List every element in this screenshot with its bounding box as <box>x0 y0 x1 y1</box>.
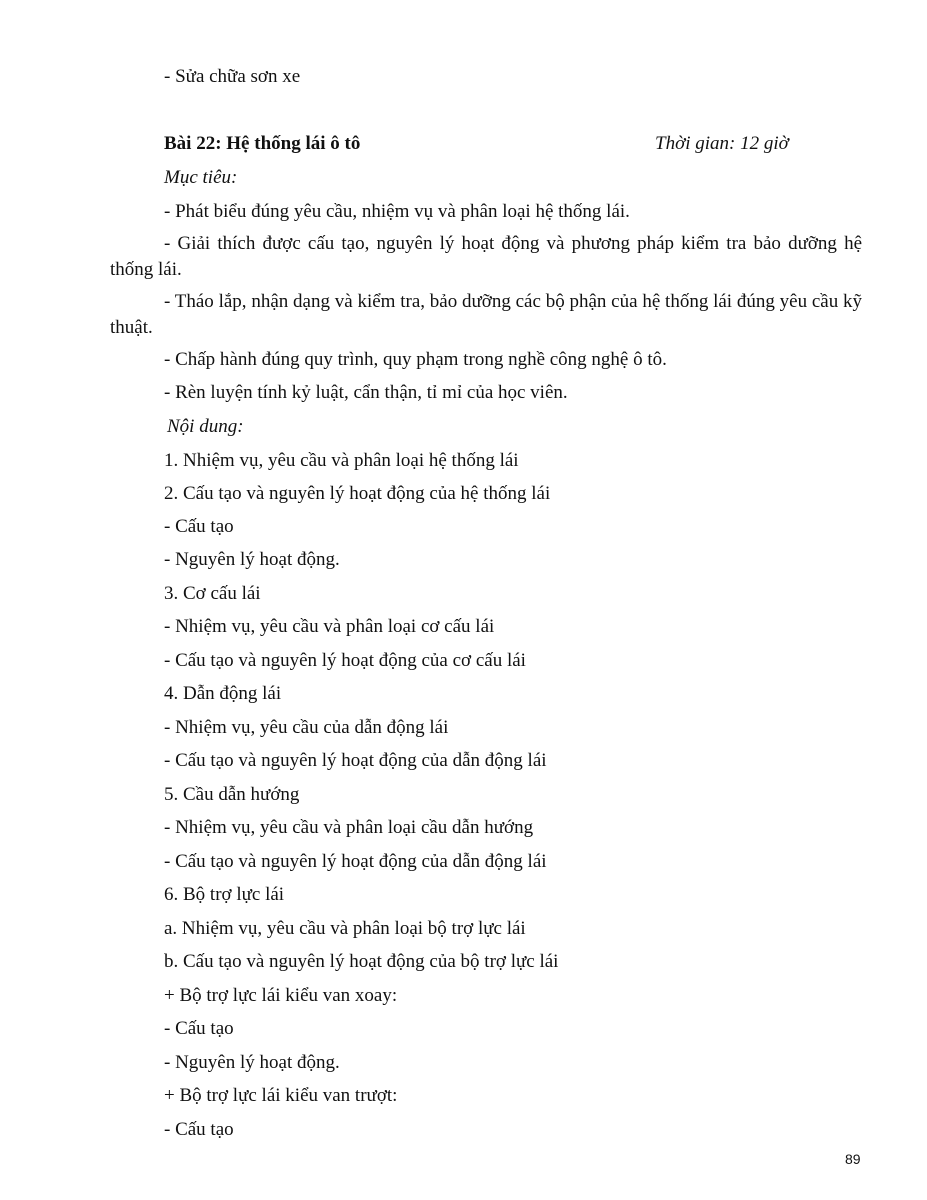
content-item: - Nhiệm vụ, yêu cầu của dẫn động lái <box>164 717 449 738</box>
objective-item: - Giải thích được cấu tạo, nguyên lý hoạt động và phương pháp kiểm tra bảo dưỡng hệ thống lái. <box>110 233 862 280</box>
objective-item: - Tháo lắp, nhận dạng và kiểm tra, bảo dưỡng các bộ phận của hệ thống lái đúng yêu cầu kỹ thuật. <box>110 291 862 338</box>
lesson-time: Thời gian: 12 giờ <box>655 133 789 154</box>
content-item: - Cấu tạo <box>164 1119 234 1140</box>
content-item: 6. Bộ trợ lực lái <box>164 884 285 905</box>
content-item: - Cấu tạo và nguyên lý hoạt động của dẫn động lái <box>164 851 547 872</box>
content-item: - Cấu tạo <box>164 516 234 537</box>
content-item: - Nguyên lý hoạt động. <box>164 549 340 570</box>
objectives-label: Mục tiêu: <box>164 167 238 188</box>
content-item: - Cấu tạo và nguyên lý hoạt động của dẫn động lái <box>164 750 547 771</box>
content-item: 4. Dẫn động lái <box>164 683 282 704</box>
intro-line: - Sửa chữa sơn xe <box>164 66 301 87</box>
content-item: 5. Cầu dẫn hướng <box>164 784 300 805</box>
lesson-title: Bài 22: Hệ thống lái ô tô <box>164 133 361 154</box>
content-item: a. Nhiệm vụ, yêu cầu và phân loại bộ trợ lực lái <box>164 918 526 939</box>
objective-item: - Rèn luyện tính kỷ luật, cẩn thận, tỉ mỉ của học viên. <box>164 382 568 403</box>
content-item: + Bộ trợ lực lái kiểu van xoay: <box>164 985 398 1006</box>
content-item: - Nhiệm vụ, yêu cầu và phân loại cơ cấu lái <box>164 616 495 637</box>
content-item: - Nhiệm vụ, yêu cầu và phân loại cầu dẫn hướng <box>164 817 534 838</box>
content-item: b. Cấu tạo và nguyên lý hoạt động của bộ trợ lực lái <box>164 951 559 972</box>
content-item: 1. Nhiệm vụ, yêu cầu và phân loại hệ thống lái <box>164 450 519 471</box>
content-item: - Nguyên lý hoạt động. <box>164 1052 340 1073</box>
content-item: 2. Cấu tạo và nguyên lý hoạt động của hệ thống lái <box>164 483 551 504</box>
page-number: 89 <box>845 1151 861 1167</box>
content-item: 3. Cơ cấu lái <box>164 583 261 604</box>
content-item: - Cấu tạo <box>164 1018 234 1039</box>
content-item: + Bộ trợ lực lái kiểu van trượt: <box>164 1085 398 1106</box>
content-item: - Cấu tạo và nguyên lý hoạt động của cơ cấu lái <box>164 650 526 671</box>
objective-item: - Chấp hành đúng quy trình, quy phạm trong nghề công nghệ ô tô. <box>164 349 667 370</box>
content-label: Nội dung: <box>167 416 244 437</box>
objective-item: - Phát biểu đúng yêu cầu, nhiệm vụ và phân loại hệ thống lái. <box>164 201 630 222</box>
